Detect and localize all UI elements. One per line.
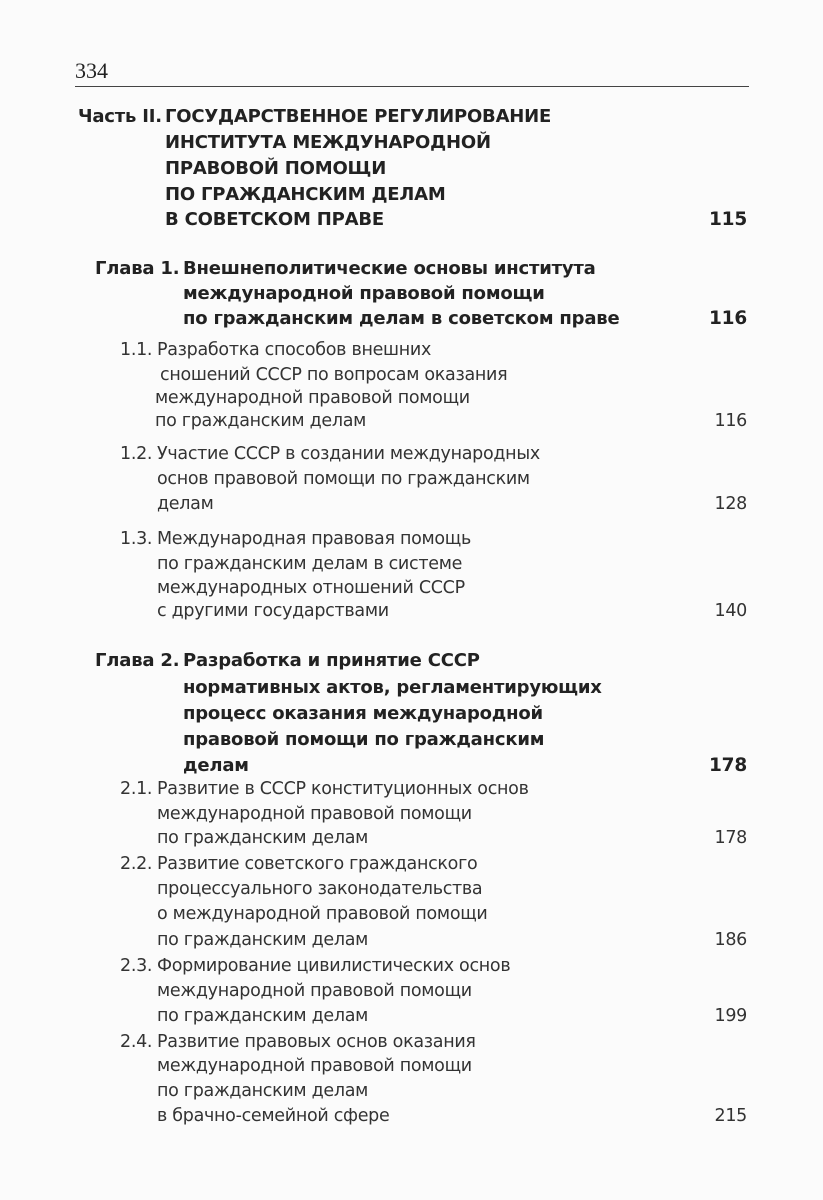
section-label: 2.1. — [120, 779, 153, 799]
section-title-line: международной правовой помощи — [157, 804, 472, 824]
chapter-title-line: по гражданским делам в советском праве — [183, 308, 620, 329]
chapter-title-line: международной правовой помощи — [183, 283, 545, 304]
section-title-line: по гражданским делам — [157, 930, 369, 950]
section-title-line: международной правовой помощи — [157, 1056, 472, 1076]
section-label: 1.2. — [120, 444, 153, 464]
part-title-line: ПО ГРАЖДАНСКИМ ДЕЛАМ — [165, 184, 446, 205]
section-page-number: 215 — [714, 1106, 747, 1126]
chapter-page-number: 116 — [708, 308, 747, 329]
section-page-number: 116 — [714, 411, 747, 431]
section-title-line: международных отношений СССР — [157, 578, 465, 598]
section-title-line: делам — [157, 494, 214, 514]
section-title-line: по гражданским делам — [155, 411, 367, 431]
section-page-number: 128 — [714, 494, 747, 514]
section-title-line: по гражданским делам — [157, 1006, 369, 1026]
section-page-number: 199 — [714, 1006, 747, 1026]
section-page-number: 186 — [714, 930, 747, 950]
section-title-line: Участие СССР в создании международных — [157, 444, 540, 464]
section-title-line: Международная правовая помощь — [157, 529, 471, 549]
section-title-line: в брачно-семейной сфере — [157, 1106, 390, 1126]
chapter-label: Глава 2. — [95, 650, 180, 671]
chapter-title-line: правовой помощи по гражданским — [183, 729, 545, 750]
chapter-label: Глава 1. — [95, 258, 180, 279]
section-page-number: 140 — [714, 601, 747, 621]
section-title-line: процессуального законодательства — [157, 879, 483, 899]
part-title-line: В СОВЕТСКОМ ПРАВЕ — [165, 209, 384, 230]
section-title-line: по гражданским делам — [157, 1081, 369, 1101]
chapter-title-line: Внешнеполитические основы института — [183, 258, 596, 279]
section-label: 1.1. — [120, 340, 153, 360]
part-title-line: ГОСУДАРСТВЕННОЕ РЕГУЛИРОВАНИЕ — [165, 106, 552, 127]
section-label: 1.3. — [120, 529, 153, 549]
header-rule — [75, 86, 749, 87]
section-label: 2.2. — [120, 854, 153, 874]
section-title-line: сношений СССР по вопросам оказания — [160, 365, 508, 385]
section-label: 2.4. — [120, 1032, 153, 1052]
section-title-line: с другими государствами — [157, 601, 389, 621]
part-title-line: ПРАВОВОЙ ПОМОЩИ — [165, 158, 387, 179]
chapter-title-line: нормативных актов, регламентирующих — [183, 677, 602, 698]
section-title-line: Развитие в СССР конституционных основ — [157, 779, 529, 799]
section-label: 2.3. — [120, 956, 153, 976]
part-page-number: 115 — [708, 209, 747, 230]
section-title-line: международной правовой помощи — [155, 388, 470, 408]
section-title-line: основ правовой помощи по гражданским — [157, 469, 530, 489]
section-title-line: о международной правовой помощи — [157, 904, 488, 924]
chapter-title-line: делам — [183, 755, 249, 776]
part-label: Часть II. — [78, 106, 162, 127]
section-title-line: Формирование цивилистических основ — [157, 956, 511, 976]
section-page-number: 178 — [714, 828, 747, 848]
chapter-page-number: 178 — [708, 755, 747, 776]
section-title-line: Развитие правовых основ оказания — [157, 1032, 476, 1052]
part-title-line: ИНСТИТУТА МЕЖДУНАРОДНОЙ — [165, 132, 491, 153]
section-title-line: Развитие советского гражданского — [157, 854, 478, 874]
chapter-title-line: Разработка и принятие СССР — [183, 650, 480, 671]
chapter-title-line: процесс оказания международной — [183, 703, 543, 724]
section-title-line: международной правовой помощи — [157, 981, 472, 1001]
section-title-line: Разработка способов внешних — [157, 340, 432, 360]
page-number: 334 — [75, 58, 108, 83]
section-title-line: по гражданским делам — [157, 828, 369, 848]
section-title-line: по гражданским делам в системе — [157, 554, 463, 574]
